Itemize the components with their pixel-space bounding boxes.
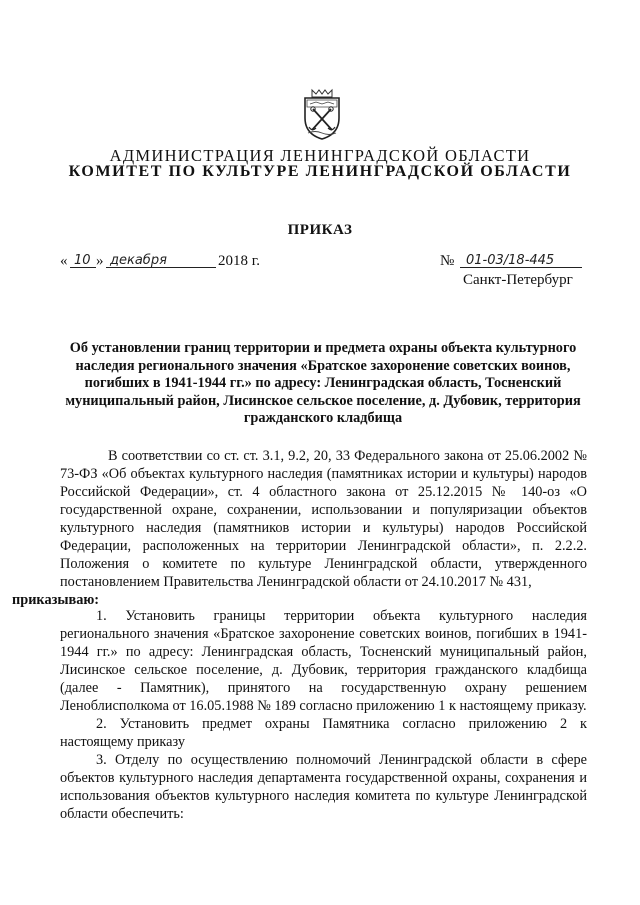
order-item-2: 2. Установить предмет охраны Памятника согласно приложению 2 к настоящему приказу	[60, 716, 587, 750]
city: Санкт-Петербург	[463, 272, 573, 288]
order-subject: Об установлении границ территории и предмета охраны объекта культурного наследия регионального значения «Братское захоронение советских воинов, погибших в 1941-1944 гг.» по адресу: Ленинградская область, Тосненский муниципальный район, Лисинское сельское поселение, д. Дубовик, территория гражданского кладбища	[65, 340, 581, 426]
date-open-quote: «	[60, 253, 68, 269]
number-prefix: №	[440, 253, 455, 269]
organization-name: АДМИНИСТРАЦИЯ ЛЕНИНГРАДСКОЙ ОБЛАСТИ	[109, 146, 531, 165]
order-item-3: 3. Отделу по осуществлению полномочий Ленинградской области в сфере объектов культурного наследия департамента государственной охраны, сохранения и использования объектов культурного наследия комитета по культуре Ленинградской области обеспечить:	[60, 752, 587, 822]
preamble	[12, 447, 587, 609]
committee-name: КОМИТЕТ ПО КУЛЬТУРЕ ЛЕНИНГРАДСКОЙ ОБЛАСТИ	[68, 163, 572, 180]
number-underline	[460, 267, 582, 268]
date-year: 2018 г.	[218, 253, 260, 269]
document-date	[60, 253, 260, 270]
order-items	[60, 607, 587, 823]
preamble-paragraph	[12, 447, 587, 609]
date-close-quote: »	[96, 253, 104, 269]
preamble-text: В соответствии со ст. ст. 3.1, 9.2, 20, 33 Федерального закона от 25.06.2002 № 73-ФЗ «Об объектах культурного наследия (памятниках истории и культуры) народов Российской Федерации», ст. 4 областного закона от 25.12.2015 № 140-оз «О государственной охране, сохранении, использовании и популяризации объектов культурного наследия (памятников истории и культуры) народов Российской Федерации, расположенных на территории Ленинградской области», п. 2.2.2. Положения о комитете по культуре Ленинградской области, утвержденного постановлением Правительства Ленинградской области от 24.10.2017 № 431,	[60, 448, 587, 590]
date-day-underline	[70, 267, 96, 268]
document-number	[440, 253, 590, 270]
leningrad-oblast-coat-of-arms-icon	[302, 88, 342, 140]
date-month: декабря	[110, 253, 167, 268]
order-word: приказываю:	[12, 592, 100, 608]
date-day: 10	[74, 253, 91, 268]
date-month-underline	[106, 267, 216, 268]
order-item-1: 1. Установить границы территории объекта культурного наследия регионального значения «Братское захоронение советских воинов, погибших в 1941-1944 гг.» по адресу: Ленинградская область, Тосненский муниципальный район, Лисинское сельское поселение, д. Дубовик, территория гражданского кладбища (далее - Памятник), принятого на государственную охрану решением Леноблисполкома от 16.05.1988 № 189 согласно приложению 1 к настоящему приказу.	[60, 608, 587, 714]
document-type: ПРИКАЗ	[287, 222, 353, 238]
number-value: 01-03/18-445	[466, 253, 555, 268]
